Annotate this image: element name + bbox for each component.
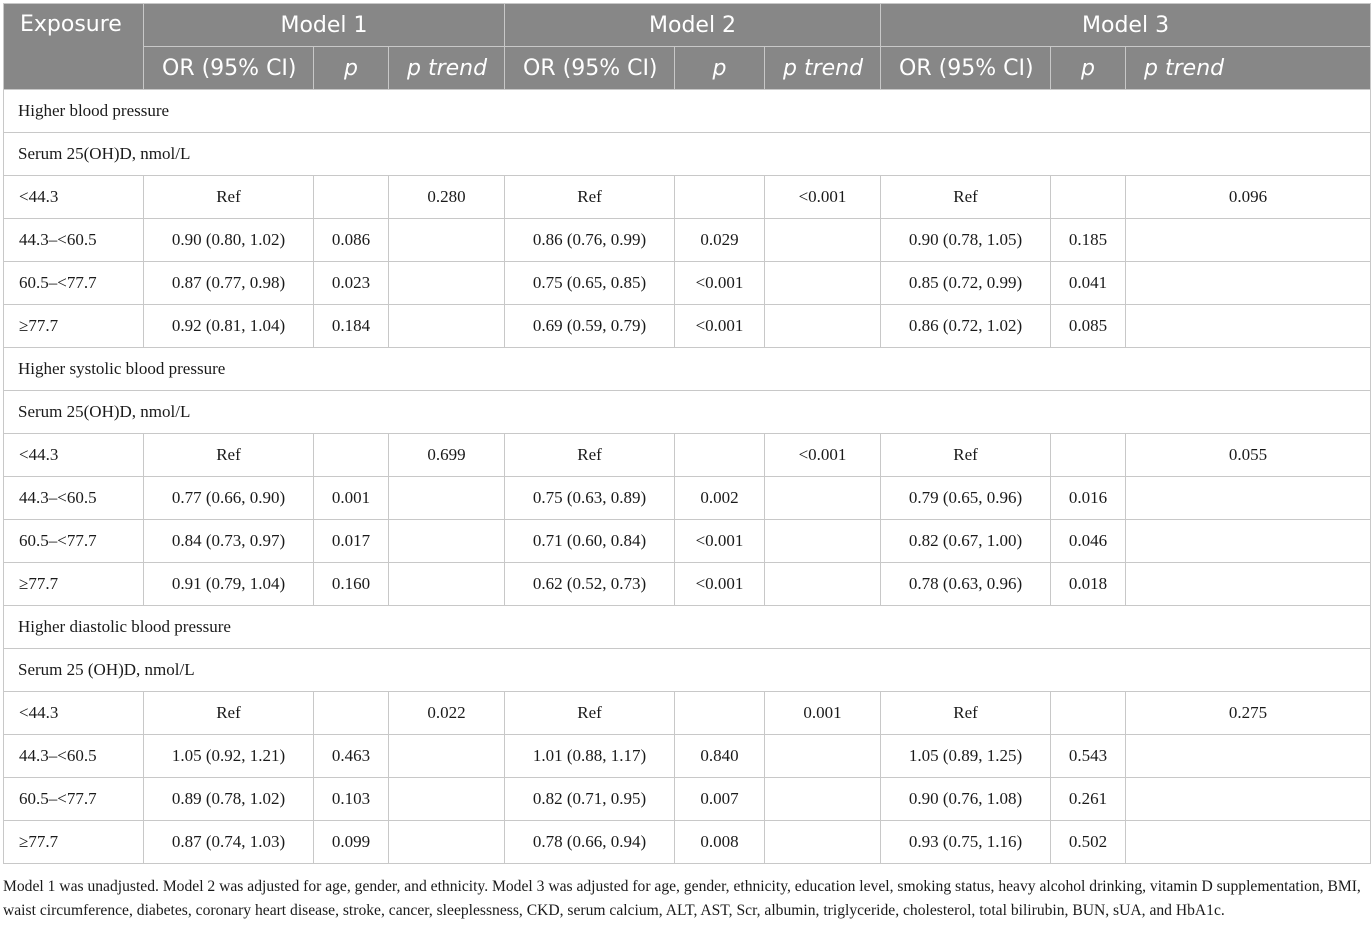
- model-3-or-cell: Ref: [881, 434, 1051, 477]
- model-3-p-cell: 0.543: [1051, 735, 1126, 778]
- model-2-or-cell: 0.69 (0.59, 0.79): [505, 305, 675, 348]
- exposure-cell: ≥77.7: [4, 305, 144, 348]
- model-2-or-cell: 0.78 (0.66, 0.94): [505, 821, 675, 864]
- model-2-p-cell: [675, 692, 765, 735]
- model-2-p-trend-cell: [765, 305, 881, 348]
- p-trend-header: [765, 47, 881, 90]
- model-2-p-cell: <0.001: [675, 520, 765, 563]
- model-2-or-cell: 0.86 (0.76, 0.99): [505, 219, 675, 262]
- exposure-cell: <44.3: [4, 692, 144, 735]
- model-3-or-cell: 0.86 (0.72, 1.02): [881, 305, 1051, 348]
- p-trend-header-text: p trend: [1144, 55, 1225, 81]
- model-3-p-trend-cell: 0.055: [1126, 434, 1371, 477]
- model-1-p-trend-cell: [389, 778, 505, 821]
- model-3-or-cell: 0.90 (0.78, 1.05): [881, 219, 1051, 262]
- model-1-or-cell: Ref: [144, 434, 314, 477]
- model-3-or-cell: 0.79 (0.65, 0.96): [881, 477, 1051, 520]
- exposure-cell: 44.3–<60.5: [4, 219, 144, 262]
- model-2-or-cell: 0.82 (0.71, 0.95): [505, 778, 675, 821]
- table-row: [4, 434, 1371, 477]
- p-header: [1051, 47, 1126, 90]
- model-3-p-cell: 0.016: [1051, 477, 1126, 520]
- model-1-p-trend-cell: 0.280: [389, 176, 505, 219]
- model-3-p-trend-cell: 0.275: [1126, 692, 1371, 735]
- or-ci-header: OR (95% CI): [144, 47, 314, 90]
- model-2-p-trend-cell: [765, 219, 881, 262]
- table-row: [4, 477, 1371, 520]
- model-1-p-cell: [314, 434, 389, 477]
- model-2-or-cell: 0.75 (0.65, 0.85): [505, 262, 675, 305]
- model-2-p-cell: 0.007: [675, 778, 765, 821]
- model-3-or-cell: 0.93 (0.75, 1.16): [881, 821, 1051, 864]
- model-2-p-cell: 0.840: [675, 735, 765, 778]
- model-2-p-trend-cell: [765, 262, 881, 305]
- model-1-or-cell: Ref: [144, 176, 314, 219]
- model-2-header: Model 2: [505, 4, 881, 47]
- exposure-cell: 44.3–<60.5: [4, 735, 144, 778]
- model-1-p-trend-cell: [389, 520, 505, 563]
- model-3-p-cell: [1051, 176, 1126, 219]
- model-1-or-cell: Ref: [144, 692, 314, 735]
- p-trend-header: [1126, 47, 1371, 90]
- section-measure: Serum 25(OH)D, nmol/L: [4, 391, 1371, 434]
- model-2-or-cell: Ref: [505, 434, 675, 477]
- table-footnote: Model 1 was unadjusted. Model 2 was adjusted for age, gender, and ethnicity. Model 3 was adjusted for age, gender, ethnicity, education level, smoking status, heavy alcohol drinking, vitamin D supplementation, BMI, waist circumference, diabetes, coronary heart disease, stroke, cancer, sleeplessness, CKD, serum calcium, ALT, AST, Scr, albumin, triglyceride, cholesterol, total bilirubin, BUN, sUA, and HbA1c.: [3, 878, 1361, 919]
- table-row: [4, 692, 1371, 735]
- model-1-or-cell: 1.05 (0.92, 1.21): [144, 735, 314, 778]
- model-2-p-trend-cell: [765, 477, 881, 520]
- model-1-p-cell: 0.023: [314, 262, 389, 305]
- model-3-header: Model 3: [881, 4, 1371, 47]
- model-1-or-cell: 0.87 (0.77, 0.98): [144, 262, 314, 305]
- model-1-p-cell: [314, 692, 389, 735]
- table-row: [4, 520, 1371, 563]
- model-1-p-trend-cell: [389, 563, 505, 606]
- model-3-p-cell: 0.502: [1051, 821, 1126, 864]
- model-3-p-trend-cell: [1126, 778, 1371, 821]
- model-2-p-trend-cell: [765, 821, 881, 864]
- table-row: [4, 778, 1371, 821]
- section-measure-row: [4, 649, 1371, 692]
- model-1-p-cell: 0.086: [314, 219, 389, 262]
- table-body: [4, 90, 1371, 864]
- model-2-p-cell: 0.008: [675, 821, 765, 864]
- model-3-p-trend-cell: [1126, 262, 1371, 305]
- model-3-or-cell: 1.05 (0.89, 1.25): [881, 735, 1051, 778]
- exposure-cell: 60.5–<77.7: [4, 520, 144, 563]
- table-row: [4, 305, 1371, 348]
- p-header-text: p: [1081, 55, 1096, 81]
- model-3-p-trend-cell: [1126, 305, 1371, 348]
- model-1-p-trend-cell: [389, 477, 505, 520]
- model-3-or-cell: Ref: [881, 692, 1051, 735]
- exposure-cell: <44.3: [4, 176, 144, 219]
- section-measure-row: [4, 391, 1371, 434]
- model-1-p-trend-cell: [389, 821, 505, 864]
- model-1-or-cell: 0.91 (0.79, 1.04): [144, 563, 314, 606]
- model-1-p-trend-cell: [389, 219, 505, 262]
- exposure-cell: 60.5–<77.7: [4, 262, 144, 305]
- p-header-text: p: [344, 55, 358, 81]
- model-1-or-cell: 0.87 (0.74, 1.03): [144, 821, 314, 864]
- model-1-p-trend-cell: [389, 735, 505, 778]
- model-1-p-cell: 0.463: [314, 735, 389, 778]
- model-3-or-cell: 0.82 (0.67, 1.00): [881, 520, 1051, 563]
- section-measure: Serum 25(OH)D, nmol/L: [4, 133, 1371, 176]
- model-1-p-cell: 0.160: [314, 563, 389, 606]
- exposure-cell: ≥77.7: [4, 821, 144, 864]
- table-row: [4, 821, 1371, 864]
- model-2-p-cell: 0.029: [675, 219, 765, 262]
- model-2-p-cell: [675, 176, 765, 219]
- model-3-p-cell: [1051, 692, 1126, 735]
- p-header: [314, 47, 389, 90]
- model-2-p-trend-cell: 0.001: [765, 692, 881, 735]
- model-2-p-cell: [675, 434, 765, 477]
- model-3-p-trend-cell: [1126, 219, 1371, 262]
- exposure-cell: ≥77.7: [4, 563, 144, 606]
- header-row-stats: [4, 47, 1371, 90]
- model-2-p-cell: <0.001: [675, 262, 765, 305]
- model-3-or-cell: 0.78 (0.63, 0.96): [881, 563, 1051, 606]
- model-2-p-trend-cell: [765, 563, 881, 606]
- model-2-p-cell: 0.002: [675, 477, 765, 520]
- model-1-or-cell: 0.92 (0.81, 1.04): [144, 305, 314, 348]
- model-3-p-trend-cell: [1126, 477, 1371, 520]
- section-measure: Serum 25 (OH)D, nmol/L: [4, 649, 1371, 692]
- model-1-p-cell: 0.103: [314, 778, 389, 821]
- p-header-text: p: [712, 55, 727, 81]
- model-3-or-cell: 0.90 (0.76, 1.08): [881, 778, 1051, 821]
- model-1-p-cell: 0.099: [314, 821, 389, 864]
- model-2-p-cell: <0.001: [675, 305, 765, 348]
- model-1-or-cell: 0.90 (0.80, 1.02): [144, 219, 314, 262]
- model-3-p-trend-cell: [1126, 563, 1371, 606]
- model-1-p-trend-cell: [389, 305, 505, 348]
- model-3-p-trend-cell: [1126, 520, 1371, 563]
- section-title: Higher systolic blood pressure: [4, 348, 1371, 391]
- model-2-or-cell: 1.01 (0.88, 1.17): [505, 735, 675, 778]
- model-2-or-cell: 0.71 (0.60, 0.84): [505, 520, 675, 563]
- model-3-or-cell: 0.85 (0.72, 0.99): [881, 262, 1051, 305]
- table-row: [4, 735, 1371, 778]
- model-1-p-cell: 0.001: [314, 477, 389, 520]
- model-1-or-cell: 0.89 (0.78, 1.02): [144, 778, 314, 821]
- model-2-p-trend-cell: [765, 735, 881, 778]
- model-3-p-cell: 0.046: [1051, 520, 1126, 563]
- model-2-p-trend-cell: <0.001: [765, 434, 881, 477]
- table-header: [4, 4, 1371, 90]
- results-table: [3, 3, 1371, 864]
- model-3-or-cell: Ref: [881, 176, 1051, 219]
- model-1-p-cell: [314, 176, 389, 219]
- model-2-p-trend-cell: [765, 778, 881, 821]
- section-title: Higher blood pressure: [4, 90, 1371, 133]
- model-1-header: Model 1: [144, 4, 505, 47]
- model-2-or-cell: Ref: [505, 176, 675, 219]
- section-title-row: [4, 606, 1371, 649]
- model-2-or-cell: 0.62 (0.52, 0.73): [505, 563, 675, 606]
- p-trend-header-text: p trend: [407, 55, 488, 81]
- exposure-cell: 44.3–<60.5: [4, 477, 144, 520]
- table-row: [4, 563, 1371, 606]
- model-3-p-cell: 0.185: [1051, 219, 1126, 262]
- table-row: [4, 262, 1371, 305]
- model-3-p-trend-cell: 0.096: [1126, 176, 1371, 219]
- model-3-p-trend-cell: [1126, 735, 1371, 778]
- p-trend-header-text: p trend: [783, 55, 864, 81]
- exposure-cell: <44.3: [4, 434, 144, 477]
- header-row-models: [4, 4, 1371, 47]
- model-3-p-cell: 0.018: [1051, 563, 1126, 606]
- section-measure-row: [4, 133, 1371, 176]
- p-trend-header: [389, 47, 505, 90]
- model-1-p-trend-cell: 0.699: [389, 434, 505, 477]
- or-ci-header: OR (95% CI): [505, 47, 675, 90]
- exposure-cell: 60.5–<77.7: [4, 778, 144, 821]
- model-1-or-cell: 0.77 (0.66, 0.90): [144, 477, 314, 520]
- model-1-p-trend-cell: 0.022: [389, 692, 505, 735]
- exposure-header: Exposure: [4, 4, 144, 90]
- model-2-p-trend-cell: [765, 520, 881, 563]
- section-title-row: [4, 348, 1371, 391]
- or-ci-header: OR (95% CI): [881, 47, 1051, 90]
- table-row: [4, 176, 1371, 219]
- model-1-or-cell: 0.84 (0.73, 0.97): [144, 520, 314, 563]
- model-3-p-cell: 0.261: [1051, 778, 1126, 821]
- table-row: [4, 219, 1371, 262]
- p-header: [675, 47, 765, 90]
- section-title-row: [4, 90, 1371, 133]
- model-2-p-cell: <0.001: [675, 563, 765, 606]
- model-3-p-cell: 0.085: [1051, 305, 1126, 348]
- model-2-p-trend-cell: <0.001: [765, 176, 881, 219]
- model-3-p-cell: 0.041: [1051, 262, 1126, 305]
- model-1-p-cell: 0.017: [314, 520, 389, 563]
- model-3-p-cell: [1051, 434, 1126, 477]
- model-3-p-trend-cell: [1126, 821, 1371, 864]
- section-title: Higher diastolic blood pressure: [4, 606, 1371, 649]
- model-2-or-cell: 0.75 (0.63, 0.89): [505, 477, 675, 520]
- model-2-or-cell: Ref: [505, 692, 675, 735]
- model-1-p-cell: 0.184: [314, 305, 389, 348]
- model-1-p-trend-cell: [389, 262, 505, 305]
